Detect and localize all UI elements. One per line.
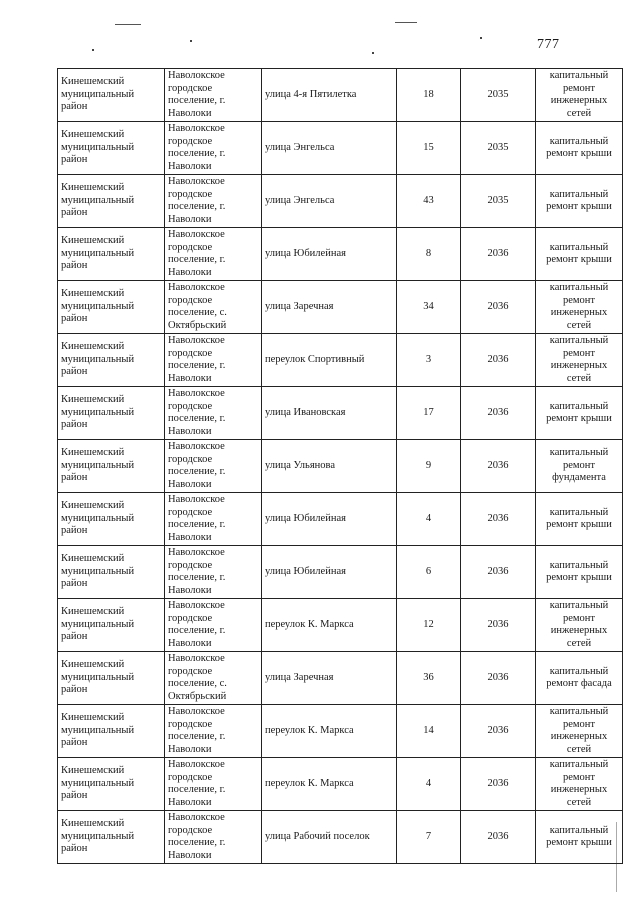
district-cell-line: муниципальный xyxy=(61,618,135,630)
settlement-cell-line: Наволокское xyxy=(168,282,225,293)
year-cell: 2035 xyxy=(461,69,536,122)
settlement-cell-line: поселение, с. xyxy=(168,307,227,318)
work-type-cell-line: инженерных xyxy=(550,731,608,742)
house-number-cell: 17 xyxy=(397,387,461,440)
settlement-cell xyxy=(165,493,262,546)
district-cell xyxy=(58,546,165,599)
district-cell-line: Кинешемский xyxy=(61,288,125,300)
year-cell: 2035 xyxy=(461,175,536,228)
work-type-cell-line: капитальный xyxy=(549,70,609,81)
settlement-cell xyxy=(165,599,262,652)
year-cell: 2036 xyxy=(461,493,536,546)
settlement-cell-line: Наволоки xyxy=(168,478,212,490)
district-cell-line: муниципальный xyxy=(61,830,135,842)
street-cell: улица Рабочий поселок xyxy=(262,811,397,864)
district-cell-line: муниципальный xyxy=(61,88,135,100)
year-cell: 2036 xyxy=(461,546,536,599)
work-type-cell-line: фундамента xyxy=(552,472,606,484)
settlement-cell xyxy=(165,228,262,281)
district-cell xyxy=(58,599,165,652)
settlement-cell-line: Наволокское xyxy=(168,494,225,505)
settlement-cell-line: поселение, г. xyxy=(168,466,226,477)
work-type-cell-line: капитальный xyxy=(549,706,609,717)
district-cell xyxy=(58,334,165,387)
district-cell-line: район xyxy=(61,313,88,325)
house-number-cell: 4 xyxy=(397,493,461,546)
settlement-cell-line: поселение, г. xyxy=(168,572,226,583)
work-type-cell-line: ремонт крыши xyxy=(546,148,612,159)
work-type-cell-line: капитальный xyxy=(549,282,609,293)
settlement-cell-line: городское xyxy=(168,347,213,359)
district-cell xyxy=(58,387,165,440)
table-row xyxy=(58,758,623,811)
work-type-cell xyxy=(536,811,623,864)
settlement-cell xyxy=(165,546,262,599)
table-row xyxy=(58,281,623,334)
street-cell: улица Юбилейная xyxy=(262,546,397,599)
settlement-cell-line: Наволоки xyxy=(168,372,212,384)
district-cell-line: Кинешемский xyxy=(61,447,125,459)
settlement-cell-line: городское xyxy=(168,665,213,677)
work-type-cell-line: ремонт крыши xyxy=(546,254,612,265)
settlement-cell-line: поселение, г. xyxy=(168,837,226,848)
district-cell-line: район xyxy=(61,737,88,749)
table-row xyxy=(58,175,623,228)
settlement-cell-line: поселение, г. xyxy=(168,95,226,106)
page-number: 777 xyxy=(537,37,560,52)
district-cell-line: район xyxy=(61,366,88,378)
district-cell-line: муниципальный xyxy=(61,512,135,524)
district-cell xyxy=(58,122,165,175)
table-row xyxy=(58,652,623,705)
district-cell-line: муниципальный xyxy=(61,565,135,577)
district-cell xyxy=(58,175,165,228)
district-cell-line: район xyxy=(61,260,88,272)
work-type-cell-line: капитальный xyxy=(549,335,609,346)
settlement-cell-line: городское xyxy=(168,506,213,518)
settlement-cell-line: городское xyxy=(168,82,213,94)
district-cell-line: Кинешемский xyxy=(61,659,125,671)
settlement-cell-line: Наволоки xyxy=(168,637,212,649)
district-cell-line: Кинешемский xyxy=(61,765,125,777)
street-cell: улица Ивановская xyxy=(262,387,397,440)
settlement-cell-line: Наволокское xyxy=(168,759,225,770)
work-type-cell-line: капитальный xyxy=(549,506,609,518)
work-type-cell-line: ремонт xyxy=(562,82,595,94)
house-number-cell: 36 xyxy=(397,652,461,705)
work-type-cell xyxy=(536,546,623,599)
year-cell: 2036 xyxy=(461,811,536,864)
work-type-cell-line: ремонт крыши xyxy=(546,572,612,583)
district-cell-line: район xyxy=(61,684,88,696)
house-number-cell: 14 xyxy=(397,705,461,758)
settlement-cell-line: Октябрьский xyxy=(168,319,227,331)
district-cell xyxy=(58,811,165,864)
settlement-cell-line: Наволоки xyxy=(168,266,212,278)
district-cell-line: Кинешемский xyxy=(61,129,125,141)
work-type-cell-line: инженерных xyxy=(550,625,608,636)
house-number-cell: 4 xyxy=(397,758,461,811)
house-number-cell: 7 xyxy=(397,811,461,864)
district-cell-line: муниципальный xyxy=(61,353,135,365)
work-type-cell-line: ремонт крыши xyxy=(546,519,612,530)
house-number-cell: 6 xyxy=(397,546,461,599)
settlement-cell-line: Наволоки xyxy=(168,531,212,543)
work-type-cell-line: капитальный xyxy=(549,400,609,412)
district-cell-line: Кинешемский xyxy=(61,235,125,247)
district-cell-line: район xyxy=(61,843,88,855)
settlement-cell xyxy=(165,122,262,175)
district-cell-line: муниципальный xyxy=(61,671,135,683)
street-cell: улица 4-я Пятилетка xyxy=(262,69,397,122)
work-type-cell-line: инженерных xyxy=(550,307,608,318)
settlement-cell-line: Наволокское xyxy=(168,229,225,240)
settlement-cell-line: Наволокское xyxy=(168,600,225,611)
settlement-cell-line: городское xyxy=(168,824,213,836)
house-number-cell: 43 xyxy=(397,175,461,228)
table-row xyxy=(58,440,623,493)
settlement-cell-line: Наволоки xyxy=(168,107,212,119)
settlement-cell-line: Наволоки xyxy=(168,213,212,225)
table-row xyxy=(58,69,623,122)
district-cell-line: муниципальный xyxy=(61,141,135,153)
work-type-cell-line: ремонт xyxy=(562,612,595,624)
house-number-cell: 18 xyxy=(397,69,461,122)
table-row xyxy=(58,705,623,758)
table-row xyxy=(58,811,623,864)
district-cell-line: район xyxy=(61,419,88,431)
work-type-cell xyxy=(536,334,623,387)
house-number-cell: 34 xyxy=(397,281,461,334)
work-type-cell-line: капитальный xyxy=(549,447,609,459)
district-cell-line: муниципальный xyxy=(61,194,135,206)
settlement-cell xyxy=(165,652,262,705)
year-cell: 2036 xyxy=(461,705,536,758)
work-type-cell-line: ремонт фасада xyxy=(546,678,612,689)
settlement-cell-line: городское xyxy=(168,400,213,412)
work-type-cell-line: капитальный xyxy=(549,600,609,611)
settlement-cell-line: городское xyxy=(168,612,213,624)
district-cell-line: Кинешемский xyxy=(61,182,125,194)
settlement-cell-line: Наволокское xyxy=(168,123,225,134)
district-cell-line: Кинешемский xyxy=(61,818,125,830)
street-cell: улица Энгельса xyxy=(262,175,397,228)
year-cell: 2036 xyxy=(461,652,536,705)
work-type-cell-line: капитальный xyxy=(549,559,609,571)
district-cell xyxy=(58,493,165,546)
work-type-cell-line: ремонт крыши xyxy=(546,201,612,212)
year-cell: 2036 xyxy=(461,281,536,334)
settlement-cell-line: поселение, г. xyxy=(168,148,226,159)
house-number-cell: 3 xyxy=(397,334,461,387)
settlement-cell-line: городское xyxy=(168,135,213,147)
work-type-cell xyxy=(536,758,623,811)
work-type-cell xyxy=(536,175,623,228)
work-type-cell-line: капитальный xyxy=(549,824,609,836)
year-cell: 2036 xyxy=(461,758,536,811)
district-cell-line: Кинешемский xyxy=(61,500,125,512)
work-type-cell-line: капитальный xyxy=(549,665,609,677)
housing-repair-table xyxy=(57,68,623,864)
district-cell-line: муниципальный xyxy=(61,300,135,312)
settlement-cell-line: поселение, г. xyxy=(168,201,226,212)
settlement-cell xyxy=(165,758,262,811)
settlement-cell-line: городское xyxy=(168,241,213,253)
work-type-cell xyxy=(536,69,623,122)
work-type-cell-line: ремонт xyxy=(562,771,595,783)
street-cell: улица Заречная xyxy=(262,281,397,334)
year-cell: 2035 xyxy=(461,122,536,175)
scan-artifact-dot xyxy=(372,52,374,54)
street-cell: переулок К. Маркса xyxy=(262,758,397,811)
district-cell-line: муниципальный xyxy=(61,247,135,259)
table-body xyxy=(58,69,623,864)
work-type-cell xyxy=(536,599,623,652)
settlement-cell-line: Наволокское xyxy=(168,812,225,823)
settlement-cell xyxy=(165,69,262,122)
settlement-cell xyxy=(165,811,262,864)
table-row xyxy=(58,334,623,387)
settlement-cell-line: Наволокское xyxy=(168,388,225,399)
work-type-cell xyxy=(536,705,623,758)
street-cell: улица Юбилейная xyxy=(262,228,397,281)
year-cell: 2036 xyxy=(461,228,536,281)
settlement-cell-line: поселение, г. xyxy=(168,625,226,636)
year-cell: 2036 xyxy=(461,387,536,440)
scan-artifact-dot xyxy=(190,40,192,42)
work-type-cell-line: ремонт xyxy=(562,294,595,306)
house-number-cell: 12 xyxy=(397,599,461,652)
settlement-cell-line: поселение, г. xyxy=(168,360,226,371)
settlement-cell-line: Наволокское xyxy=(168,70,225,81)
work-type-cell-line: сетей xyxy=(566,319,592,331)
district-cell-line: район xyxy=(61,207,88,219)
settlement-cell-line: городское xyxy=(168,559,213,571)
house-number-cell: 15 xyxy=(397,122,461,175)
settlement-cell-line: поселение, с. xyxy=(168,678,227,689)
scan-artifact-dot xyxy=(92,49,94,51)
street-cell: переулок Спортивный xyxy=(262,334,397,387)
table-row xyxy=(58,387,623,440)
year-cell: 2036 xyxy=(461,599,536,652)
settlement-cell xyxy=(165,175,262,228)
district-cell xyxy=(58,758,165,811)
street-cell: улица Заречная xyxy=(262,652,397,705)
table-row xyxy=(58,228,623,281)
district-cell-line: муниципальный xyxy=(61,459,135,471)
house-number-cell: 9 xyxy=(397,440,461,493)
district-cell xyxy=(58,440,165,493)
district-cell xyxy=(58,228,165,281)
settlement-cell-line: Наволоки xyxy=(168,849,212,861)
settlement-cell-line: Наволокское xyxy=(168,335,225,346)
settlement-cell-line: Октябрьский xyxy=(168,690,227,702)
settlement-cell xyxy=(165,334,262,387)
work-type-cell xyxy=(536,281,623,334)
settlement-cell-line: городское xyxy=(168,718,213,730)
table-row xyxy=(58,122,623,175)
district-cell-line: район xyxy=(61,154,88,166)
district-cell xyxy=(58,652,165,705)
work-type-cell xyxy=(536,387,623,440)
work-type-cell xyxy=(536,440,623,493)
settlement-cell-line: Наволокское xyxy=(168,176,225,187)
work-type-cell-line: инженерных xyxy=(550,360,608,371)
settlement-cell-line: Наволокское xyxy=(168,441,225,452)
work-type-cell-line: капитальный xyxy=(549,759,609,770)
settlement-cell-line: Наволоки xyxy=(168,425,212,437)
work-type-cell-line: капитальный xyxy=(549,135,609,147)
settlement-cell xyxy=(165,387,262,440)
table-row xyxy=(58,599,623,652)
work-type-cell-line: ремонт xyxy=(562,459,595,471)
district-cell-line: район xyxy=(61,472,88,484)
settlement-cell-line: городское xyxy=(168,771,213,783)
district-cell xyxy=(58,69,165,122)
year-cell: 2036 xyxy=(461,334,536,387)
work-type-cell xyxy=(536,652,623,705)
district-cell-line: муниципальный xyxy=(61,777,135,789)
district-cell xyxy=(58,281,165,334)
work-type-cell xyxy=(536,122,623,175)
district-cell-line: Кинешемский xyxy=(61,553,125,565)
work-type-cell xyxy=(536,493,623,546)
district-cell-line: район xyxy=(61,525,88,537)
district-cell xyxy=(58,705,165,758)
district-cell-line: муниципальный xyxy=(61,406,135,418)
work-type-cell-line: инженерных xyxy=(550,784,608,795)
work-type-cell-line: капитальный xyxy=(549,241,609,253)
street-cell: улица Юбилейная xyxy=(262,493,397,546)
work-type-cell-line: сетей xyxy=(566,637,592,649)
district-cell-line: район xyxy=(61,790,88,802)
district-cell-line: Кинешемский xyxy=(61,712,125,724)
district-cell-line: Кинешемский xyxy=(61,606,125,618)
district-cell-line: район xyxy=(61,101,88,113)
settlement-cell-line: поселение, г. xyxy=(168,731,226,742)
work-type-cell-line: ремонт крыши xyxy=(546,413,612,424)
year-cell: 2036 xyxy=(461,440,536,493)
work-type-cell-line: ремонт крыши xyxy=(546,837,612,848)
settlement-cell-line: городское xyxy=(168,453,213,465)
table-row xyxy=(58,546,623,599)
work-type-cell-line: сетей xyxy=(566,743,592,755)
settlement-cell-line: поселение, г. xyxy=(168,413,226,424)
house-number-cell: 8 xyxy=(397,228,461,281)
work-type-cell-line: сетей xyxy=(566,107,592,119)
settlement-cell-line: поселение, г. xyxy=(168,254,226,265)
scan-artifact-dot xyxy=(480,37,482,39)
work-type-cell-line: ремонт xyxy=(562,718,595,730)
street-cell: улица Энгельса xyxy=(262,122,397,175)
scan-artifact-line xyxy=(115,24,141,25)
work-type-cell-line: сетей xyxy=(566,796,592,808)
district-cell-line: район xyxy=(61,631,88,643)
scan-artifact-line xyxy=(395,22,417,23)
district-cell-line: Кинешемский xyxy=(61,394,125,406)
table-row xyxy=(58,493,623,546)
work-type-cell-line: капитальный xyxy=(549,188,609,200)
settlement-cell-line: Наволокское xyxy=(168,706,225,717)
district-cell-line: район xyxy=(61,578,88,590)
settlement-cell-line: поселение, г. xyxy=(168,519,226,530)
settlement-cell xyxy=(165,440,262,493)
work-type-cell-line: ремонт xyxy=(562,347,595,359)
work-type-cell-line: инженерных xyxy=(550,95,608,106)
district-cell-line: муниципальный xyxy=(61,724,135,736)
settlement-cell-line: Наволокское xyxy=(168,653,225,664)
work-type-cell xyxy=(536,228,623,281)
settlement-cell xyxy=(165,281,262,334)
settlement-cell-line: поселение, г. xyxy=(168,784,226,795)
district-cell-line: Кинешемский xyxy=(61,341,125,353)
settlement-cell-line: городское xyxy=(168,294,213,306)
street-cell: переулок К. Маркса xyxy=(262,599,397,652)
settlement-cell-line: Наволоки xyxy=(168,160,212,172)
district-cell-line: Кинешемский xyxy=(61,76,125,88)
street-cell: переулок К. Маркса xyxy=(262,705,397,758)
settlement-cell-line: Наволоки xyxy=(168,584,212,596)
settlement-cell-line: Наволоки xyxy=(168,743,212,755)
work-type-cell-line: сетей xyxy=(566,372,592,384)
settlement-cell-line: городское xyxy=(168,188,213,200)
settlement-cell xyxy=(165,705,262,758)
settlement-cell-line: Наволокское xyxy=(168,547,225,558)
street-cell: улица Ульянова xyxy=(262,440,397,493)
settlement-cell-line: Наволоки xyxy=(168,796,212,808)
